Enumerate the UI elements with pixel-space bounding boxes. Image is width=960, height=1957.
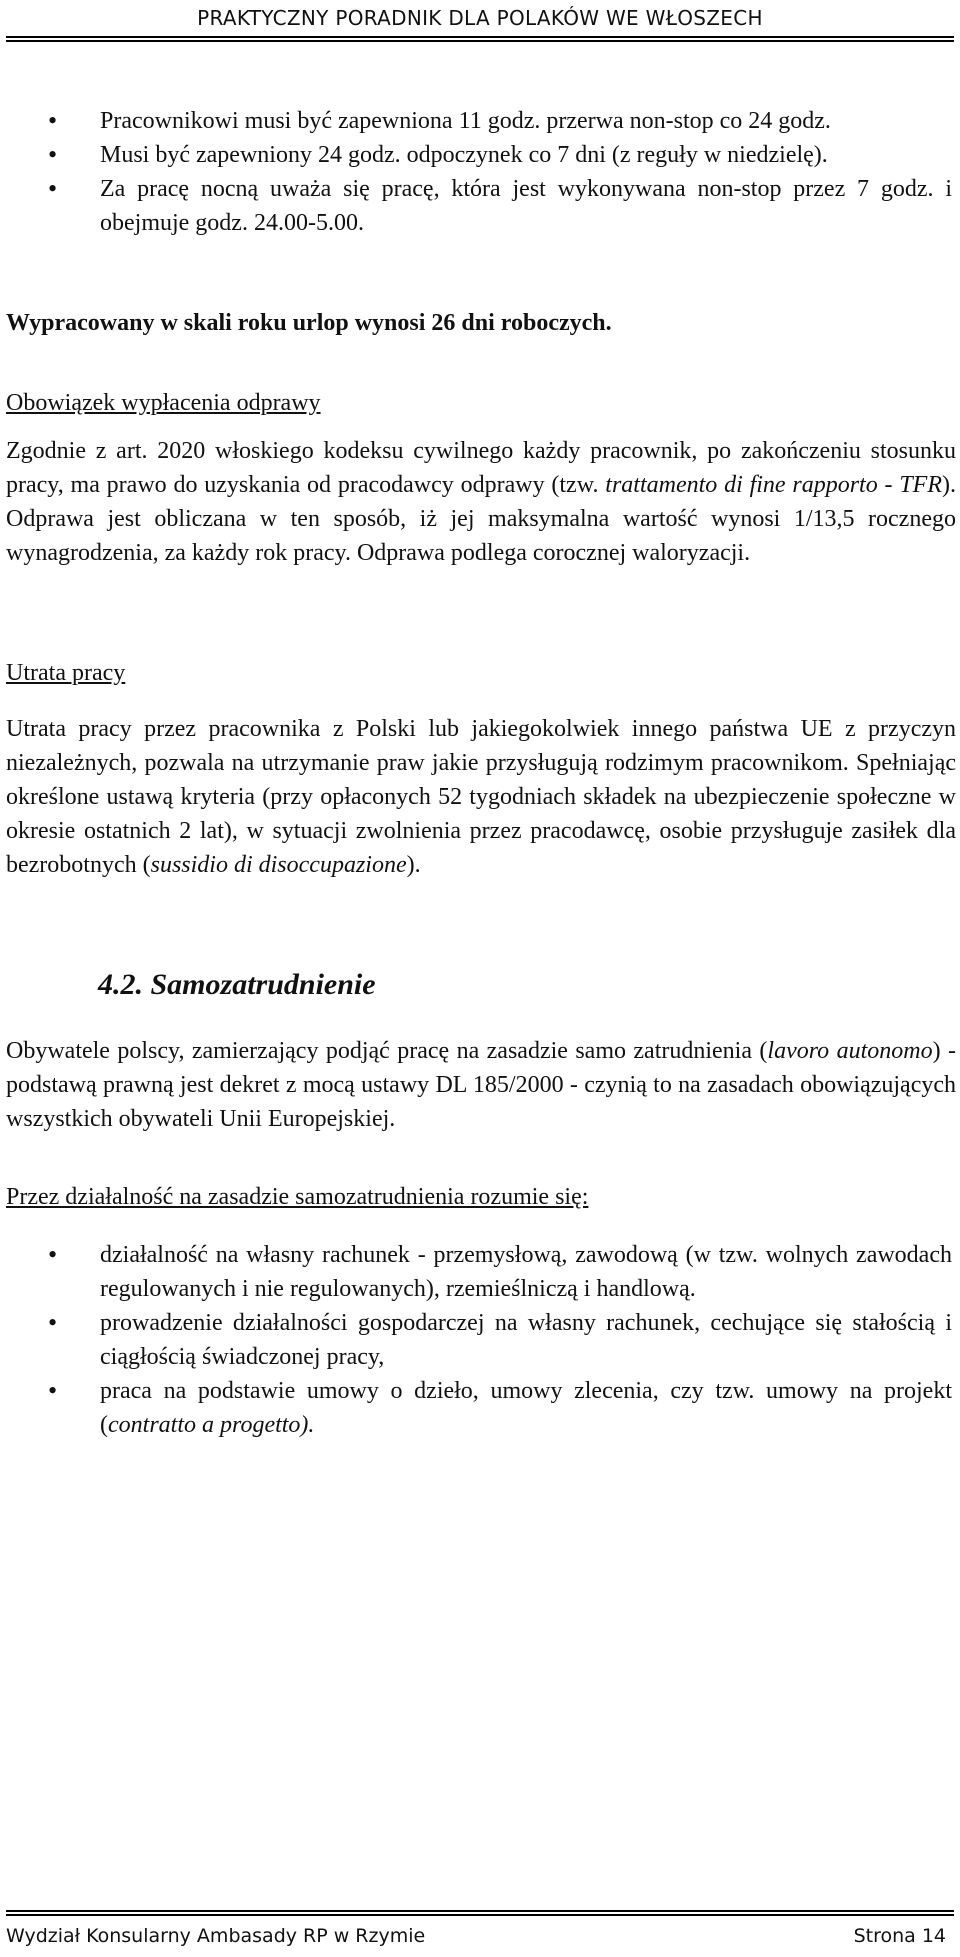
running-header: PRAKTYCZNY PORADNIK DLA POLAKÓW WE WŁOSZECH (197, 6, 763, 30)
list-item: • działalność na własny rachunek - przemysłową, zawodową (w tzw. wolnych zawodach regulowanych i nie regulowanych), rzemieślniczą i handlową. (0, 1238, 960, 1306)
job-loss-term: sussidio di disoccupazione (150, 852, 407, 878)
leave-statement: Wypracowany w skali roku urlop wynosi 26 dni roboczych. (6, 310, 612, 336)
section-heading: 4.2. Samozatrudnienie (98, 968, 376, 1001)
list-item (0, 1374, 960, 1442)
header-rule-top (6, 36, 954, 38)
job-loss-text-start: Utrata pracy przez pracownika z Polski lub jakiegokolwiek innego państwa UE z przyczyn niezależnych, pozwala na utrzymanie praw jakie przysługują rodzimym pracownikom. Spełniając określone ustawą kryteria (przy opłaconych 52 tygodniach składek na ubezpieczenie społeczne w okresie ostatnich 2 lat), w sytuacji zwolnienia przez pracodawcę, osobie przysługuje zasiłek dla bezrobotnych ( (6, 716, 956, 878)
intro-term: lavoro autonomo (767, 1038, 933, 1064)
list-item: • Za pracę nocną uważa się pracę, która jest wykonywana non-stop przez 7 godz. i obejmuje godz. 24.00-5.00. (0, 172, 960, 240)
footer-rule-bottom (6, 1914, 954, 1916)
rest-rules-list (0, 104, 960, 240)
self-employment-list (0, 1238, 960, 1442)
page-number: Strona 14 (853, 1925, 946, 1947)
severance-paragraph (6, 434, 956, 570)
severance-text-end: ). Odprawa jest obliczana w ten sposób, iż jej maksymalna wartość wynosi 1/13,5 rocznego wynagrodzenia, za każdy rok pracy. Odprawa podlega corocznej waloryzacji. (6, 472, 956, 566)
header-rule-bottom (6, 40, 954, 42)
severance-heading: Obowiązek wypłacenia odprawy (6, 390, 321, 416)
intro-text-end: ) - podstawą prawną jest dekret z mocą ustawy DL 185/2000 - czynią to na zasadach obowiązujących wszystkich obywateli Unii Europejskiej. (6, 1038, 956, 1132)
job-loss-text-end: ). (406, 852, 421, 878)
list-item: • prowadzenie działalności gospodarczej na własny rachunek, cechujące się stałością i ciągłością świadczonej pracy, (0, 1306, 960, 1374)
job-loss-heading: Utrata pracy (6, 660, 126, 686)
footer-department: Wydział Konsularny Ambasady RP w Rzymie (6, 1925, 426, 1947)
self-employment-intro (6, 1034, 956, 1136)
intro-text-start: Obywatele polscy, zamierzający podjąć pracę na zasadzie samo zatrudnienia ( (6, 1038, 768, 1064)
severance-term: trattamento di fine rapporto - TFR (605, 472, 942, 498)
definition-heading: Przez działalność na zasadzie samozatrudnienia rozumie się: (6, 1184, 589, 1210)
footer-rule-top (6, 1910, 954, 1912)
list-item-term: contratto a progetto). (108, 1412, 315, 1438)
list-item-text: praca na podstawie umowy o dzieło, umowy zlecenia, czy tzw. umowy na projekt ( (100, 1378, 952, 1438)
severance-text-start: Zgodnie z art. 2020 włoskiego kodeksu cywilnego każdy pracownik, po zakończeniu stosunku pracy, ma prawo do uzyskania od pracodawcy odprawy (tzw. (6, 438, 956, 498)
list-item: • Musi być zapewniony 24 godz. odpoczynek co 7 dni (z reguły w niedzielę). (0, 138, 960, 172)
list-item: • Pracownikowi musi być zapewniona 11 godz. przerwa non-stop co 24 godz. (0, 104, 960, 138)
job-loss-paragraph (6, 712, 956, 882)
